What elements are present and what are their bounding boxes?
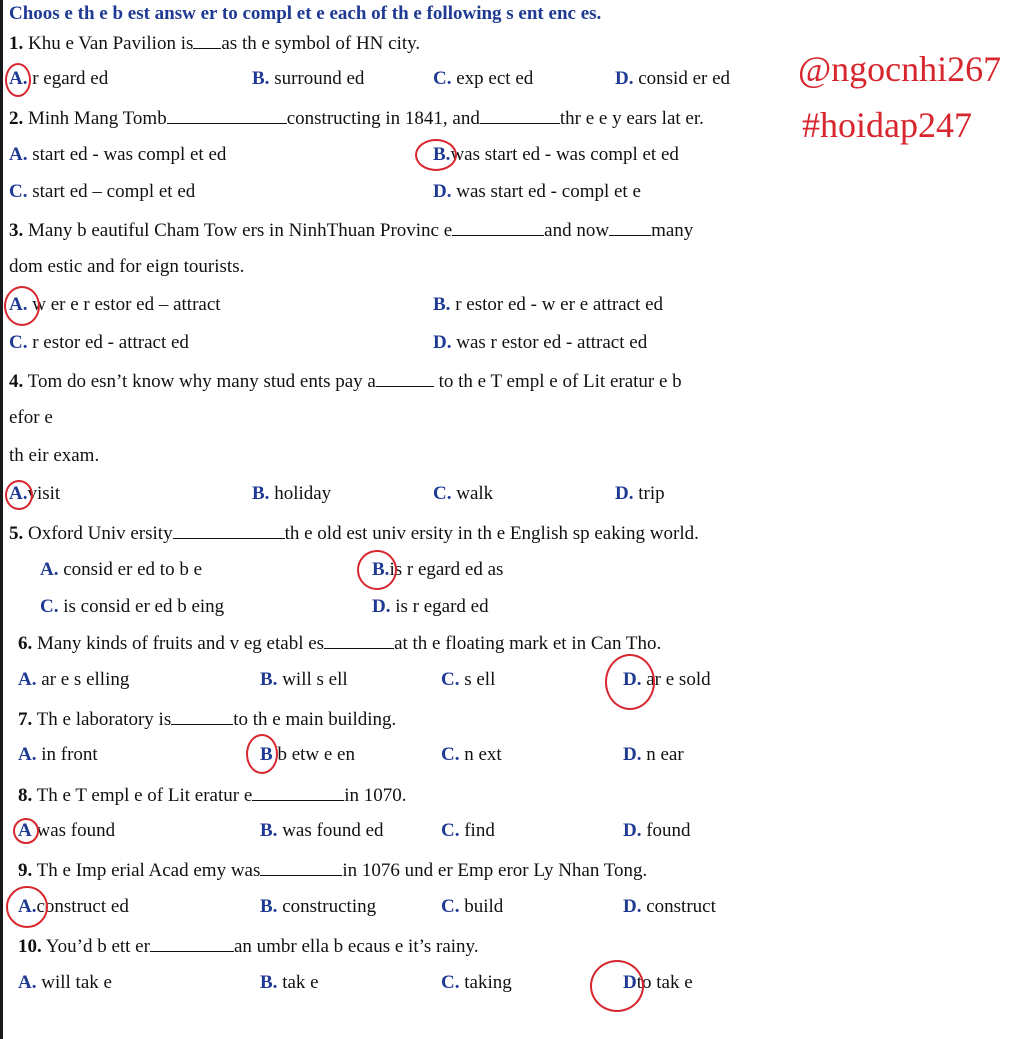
option-7c: C. n ext <box>441 744 502 765</box>
answer-circle-1 <box>5 63 31 97</box>
question-3-continued: dom estic and for eign tourists. <box>9 256 245 277</box>
option-6a: A. ar e s elling <box>18 669 130 690</box>
option-1c: C. exp ect ed <box>433 68 534 89</box>
answer-circle-10 <box>590 960 644 1012</box>
option-3d: D. was r estor ed - attract ed <box>433 332 648 353</box>
option-10c: C. taking <box>441 972 512 993</box>
left-edge-bar <box>0 0 3 1039</box>
option-5d: D. is r egard ed <box>372 596 489 617</box>
question-4-continued: efor e <box>9 407 53 428</box>
option-2d: D. was start ed - compl et e <box>433 181 641 202</box>
option-9d: D. construct <box>623 896 716 917</box>
question-text: Khu e Van Pavilion is <box>28 33 194 54</box>
option-8c: C. find <box>441 820 495 841</box>
option-4c: C. walk <box>433 483 494 504</box>
option-9a: A.construct ed <box>18 896 129 917</box>
answer-circle-7 <box>246 734 278 774</box>
option-5b: B.is r egard ed as <box>372 559 504 580</box>
answer-circle-9 <box>6 886 48 928</box>
answer-blank <box>376 369 434 387</box>
answer-circle-3 <box>4 286 40 326</box>
question-7: 7. Th e laboratory is to th e main building. <box>18 709 397 730</box>
watermark-handle: @ngocnhi267 <box>798 49 1002 89</box>
answer-circle-5 <box>357 550 397 590</box>
question-3: 3. Many b eautiful Cham Tow ers in NinhThuan Provinc e and now many <box>9 220 694 241</box>
option-1a: A. r egard ed <box>9 68 109 89</box>
option-4b: B. holiday <box>252 483 332 504</box>
option-6c: C. s ell <box>441 669 496 690</box>
question-10: 10. You’d b ett er an umbr ella b ecaus e it’s rainy. <box>18 936 479 957</box>
option-4a: A.visit <box>9 483 61 504</box>
instructions-heading: Choos e th e b est answ er to compl et e each of th e following s ent enc es. <box>9 3 602 24</box>
question-4-continued: th eir exam. <box>9 445 100 466</box>
option-7a: A. in front <box>18 744 98 765</box>
option-3b: B. r estor ed - w er e attract ed <box>433 294 664 315</box>
option-10b: B. tak e <box>260 972 319 993</box>
answer-blank <box>480 106 560 124</box>
answer-circle-8 <box>13 818 39 844</box>
question-5: 5. Oxford Univ ersity th e old est univ ersity in th e English sp eaking world. <box>9 523 699 544</box>
option-3a: A. w er e r estor ed – attract <box>9 294 221 315</box>
question-text: as th e symbol of HN city. <box>221 33 421 54</box>
answer-blank <box>150 934 234 952</box>
question-2: 2. Minh Mang Tomb constructing in 1841, and thr e e y ears lat er. <box>9 108 704 129</box>
option-9b: B. constructing <box>260 896 377 917</box>
answer-blank <box>167 106 287 124</box>
question-8: 8. Th e T empl e of Lit eratur e in 1070. <box>18 785 407 806</box>
watermark-tag: #hoidap247 <box>802 105 972 145</box>
answer-circle-4 <box>5 480 33 510</box>
answer-blank <box>452 218 544 236</box>
option-8a: A was found <box>18 820 116 841</box>
answer-blank <box>171 707 233 725</box>
option-8b: B. was found ed <box>260 820 384 841</box>
question-6: 6. Many kinds of fruits and v eg etabl es at th e floating mark et in Can Tho. <box>18 633 662 654</box>
option-10a: A. will tak e <box>18 972 112 993</box>
option-10d: Dto tak e <box>623 972 693 993</box>
option-2b: B.was start ed - was compl et ed <box>433 144 679 165</box>
option-7b: B b etw e en <box>260 744 355 765</box>
question-number: 1. <box>9 33 24 54</box>
answer-blank <box>173 521 285 539</box>
option-1b: B. surround ed <box>252 68 365 89</box>
answer-blank <box>252 783 344 801</box>
option-3c: C. r estor ed - attract ed <box>9 332 189 353</box>
answer-blank <box>609 218 651 236</box>
option-5c: C. is consid er ed b eing <box>40 596 225 617</box>
answer-blank <box>324 631 394 649</box>
question-1 <box>9 31 420 55</box>
option-6b: B. will s ell <box>260 669 348 690</box>
option-2a: A. start ed - was compl et ed <box>9 144 227 165</box>
answer-circle-2 <box>415 139 457 171</box>
option-1d: D. consid er ed <box>615 68 731 89</box>
option-4d: D. trip <box>615 483 665 504</box>
option-5a: A. consid er ed to b e <box>40 559 202 580</box>
option-8d: D. found <box>623 820 691 841</box>
question-4: 4. Tom do esn’t know why many stud ents pay a to th e T empl e of Lit eratur e b <box>9 371 682 392</box>
answer-blank <box>260 858 342 876</box>
option-7d: D. n ear <box>623 744 684 765</box>
question-9: 9. Th e Imp erial Acad emy was in 1076 und er Emp eror Ly Nhan Tong. <box>18 860 648 881</box>
option-6d: D. ar e sold <box>623 669 711 690</box>
answer-circle-6 <box>605 654 655 710</box>
answer-blank <box>193 31 221 49</box>
option-2c: C. start ed – compl et ed <box>9 181 196 202</box>
option-9c: C. build <box>441 896 504 917</box>
